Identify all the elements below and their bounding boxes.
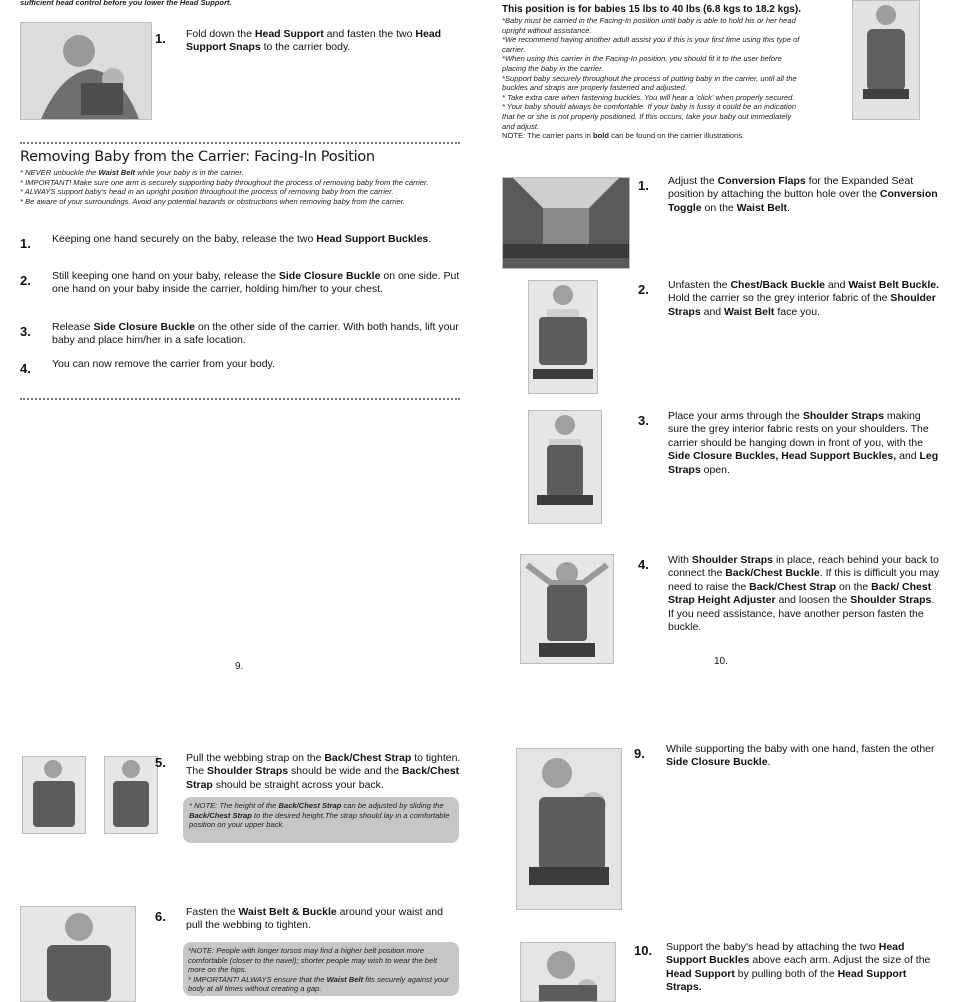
mother-baby-photo	[20, 22, 152, 120]
carrier-front-photo	[852, 0, 920, 120]
section-heading: Removing Baby from the Carrier: Facing-In Position	[20, 149, 375, 165]
arms-through-straps-photo	[528, 410, 602, 524]
remove-step-3: Release Side Closure Buckle on the other side of the carrier. With both hands, lift your baby and place him/her in a safe location.	[52, 321, 459, 347]
note-box-6: *NOTE: People with longer torsos may find a higher belt position more comfortable (closer to the navel); shorter people may wish to wear the belt more on the hips. * IMPORTANT! ALWAYS ensure that the Waist Belt fits securely against your body at all times without creating a gap.	[183, 942, 459, 996]
right-step-4: With Shoulder Straps in place, reach behind your back to connect the Back/Chest Buckle. If this is difficult you may need to raise the Back/Chest Strap on the Back/ Chest Strap Height Adjuster and loosen the Shoulder Straps. If you need assistance, have another person fasten the buckle.	[668, 554, 940, 634]
divider	[20, 142, 460, 144]
step-number: 6.	[155, 909, 166, 924]
strap-tighten-photo-b	[104, 756, 158, 834]
remove-step-4: You can now remove the carrier from your body.	[52, 358, 275, 370]
position-notes: *Baby must be carried in the Facing-In position until baby is able to hold his or her head upright without assistance. *We recommend having another adult assist you if this is your first time using this type of carrier. *When using this carrier in the Facing-In position, you should fit it to the user before placing the baby in the carrier. *Support baby securely throughout the process of putting baby in the carrier, until all the buckles and straps are properly fastened and adjusted. * Take extra care when fastening buckles. You will hear a 'click' when properly secured. * Your baby should always be comfortable. If your baby is fussy it could be an indication that he or she is not properly positioned. If this occurs, take your baby out immediately and adjust. NOTE: The carrier parts in bold can be found on the carrier illustrations.	[502, 16, 800, 141]
remove-step-2: Still keeping one hand on your baby, release the Side Closure Buckle on one side. Put one hand on your baby inside the carrier, holding him/her to your chest.	[52, 270, 460, 296]
step-9-side-closure: While supporting the baby with one hand, fasten the other Side Closure Buckle.	[666, 743, 935, 769]
step-number: 4.	[638, 557, 649, 572]
right-step-2: Unfasten the Chest/Back Buckle and Waist Belt Buckle. Hold the carrier so the grey interior fabric of the Shoulder Straps and Waist Belt face you.	[668, 279, 940, 318]
step-number: 4.	[20, 361, 31, 376]
note-box-5: * NOTE: The height of the Back/Chest Strap can be adjusted by sliding the Back/Chest Strap to the desired height.The strap should lay in a comfortable position on your upper back.	[183, 797, 459, 843]
page-number: 9.	[235, 661, 244, 672]
step-number: 10.	[634, 943, 653, 958]
step-5-back-chest-strap: Pull the webbing strap on the Back/Chest Strap to tighten. The Shoulder Straps should be wide and the Back/Chest Strap should be straight across your back.	[186, 752, 461, 791]
step-number: 5.	[155, 755, 166, 770]
remove-step-1: Keeping one hand securely on the baby, release the two Head Support Buckles.	[52, 233, 432, 245]
reach-behind-photo	[520, 554, 614, 664]
holding-carrier-photo	[528, 280, 598, 394]
step-number: 1.	[155, 31, 166, 46]
position-title: This position is for babies 15 lbs to 40 lbs (6.8 kgs to 18.2 kgs).	[502, 4, 801, 15]
step-number: 2.	[638, 282, 649, 297]
divider	[20, 398, 460, 400]
step-number: 3.	[20, 324, 31, 339]
conversion-flaps-photo	[502, 177, 630, 269]
step-number: 1.	[20, 236, 31, 251]
step-number: 9.	[634, 746, 645, 761]
page-number: 10.	[714, 656, 728, 667]
baby-in-carrier-photo	[516, 748, 622, 910]
step-number: 1.	[638, 178, 649, 193]
step-1-head-support: Fold down the Head Support and fasten the two Head Support Snaps to the carrier body.	[186, 28, 442, 54]
step-number: 3.	[638, 413, 649, 428]
waist-belt-photo	[20, 906, 136, 1002]
step-6-waist-belt: Fasten the Waist Belt & Buckle around your waist and pull the webbing to tighten.	[186, 906, 443, 932]
intro-note: sufficient head control before you lower the Head Support.	[20, 0, 232, 7]
step-number: 2.	[20, 273, 31, 288]
head-support-photo	[520, 942, 616, 1002]
right-step-3: Place your arms through the Shoulder Straps making sure the grey interior fabric rests on your shoulders. The carrier should be hanging down in front of you, with the Side Closure Buckles, Head Support Buckles, and Leg Straps open.	[668, 410, 939, 476]
strap-tighten-photo-a	[22, 756, 86, 834]
warnings-list: * NEVER unbuckle the Waist Belt while your baby is in the carrier. * IMPORTANT! Make sure one arm is securely supporting baby throughout the process of removing baby from the carrier. * ALWAYS support baby's head in an upright position throughout the process of removing baby from the carrier. * Be aware of your surroundings. Avoid any potential hazards or obstructions when removing baby from the carrier.	[20, 168, 429, 206]
right-step-1: Adjust the Conversion Flaps for the Expanded Seat position by attaching the button hole over the Conversion Toggle on the Waist Belt.	[668, 175, 938, 214]
step-10-head-support: Support the baby's head by attaching the two Head Support Buckles above each arm. Adjust the size of the Head Support by pulling both of the Head Support Straps.	[666, 941, 931, 994]
